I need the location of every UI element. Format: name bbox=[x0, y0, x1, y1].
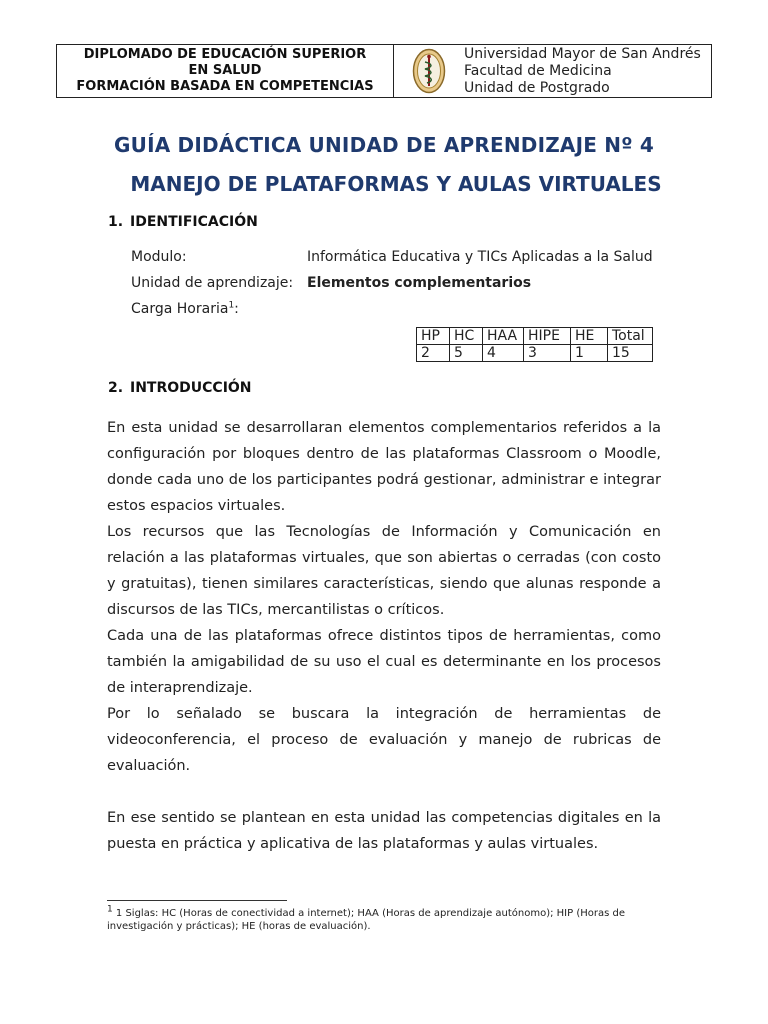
diploma-line-1: DIPLOMADO DE EDUCACIÓN SUPERIOR bbox=[83, 47, 367, 62]
hours-value-row bbox=[417, 345, 653, 362]
hours-header-cell: HC bbox=[450, 328, 483, 345]
university-seal-icon bbox=[412, 48, 446, 94]
section-number: 1. bbox=[108, 214, 124, 230]
guide-subtitle: MANEJO DE PLATAFORMAS Y AULAS VIRTUALES bbox=[130, 172, 662, 196]
hours-table bbox=[416, 327, 653, 362]
carga-horaria-text: Carga Horaria bbox=[131, 301, 229, 317]
institution-block bbox=[394, 45, 711, 97]
diploma-line-2: EN SALUD bbox=[188, 63, 262, 78]
modulo-label: Modulo: bbox=[131, 249, 187, 265]
unidad-value: Elementos complementarios bbox=[307, 275, 532, 291]
section-identificacion-heading bbox=[108, 214, 258, 230]
hours-header-cell: HP bbox=[417, 328, 450, 345]
paragraph: En ese sentido se plantean en esta unidad las competencias digitales en la puesta en práctica y aplicativa de las plataformas y aulas virtuales. bbox=[107, 810, 661, 852]
document-header bbox=[56, 44, 712, 98]
guide-title: GUÍA DIDÁCTICA UNIDAD DE APRENDIZAJE Nº 4 bbox=[114, 133, 654, 157]
section-number: 2. bbox=[108, 380, 124, 396]
hours-value-cell: 5 bbox=[450, 345, 483, 362]
footnote-marker: 1 bbox=[107, 904, 113, 915]
university-name: Universidad Mayor de San Andrés bbox=[464, 45, 701, 62]
logo-cell bbox=[394, 45, 464, 97]
hours-value-cell: 4 bbox=[483, 345, 524, 362]
hours-header-cell: HE bbox=[571, 328, 608, 345]
section-introduccion-heading bbox=[108, 380, 252, 396]
hours-header-cell: HAA bbox=[483, 328, 524, 345]
hours-header-cell: HIPE bbox=[524, 328, 571, 345]
hours-value-cell: 2 bbox=[417, 345, 450, 362]
hours-value-cell: 3 bbox=[524, 345, 571, 362]
hours-value-cell: 15 bbox=[608, 345, 653, 362]
section-title: IDENTIFICACIÓN bbox=[130, 214, 258, 230]
unit-name: Unidad de Postgrado bbox=[464, 79, 610, 96]
footnote-divider bbox=[107, 900, 287, 901]
section-title: INTRODUCCIÓN bbox=[130, 380, 252, 396]
faculty-name: Facultad de Medicina bbox=[464, 62, 612, 79]
paragraph: Los recursos que las Tecnologías de Información y Comunicación en relación a las plataformas virtuales, que son abiertas o cerradas (con costo y gratuitas), tienen similares características, siendo que alunas responde a discursos de las TICs, mercantilistas o críticos. bbox=[107, 524, 661, 618]
footnote bbox=[107, 904, 667, 933]
paragraph: Cada una de las plataformas ofrece distintos tipos de herramientas, como también la amigabilidad de su uso el cual es determinante en los procesos de interaprendizaje. bbox=[107, 628, 661, 696]
paragraph: En esta unidad se desarrollaran elementos complementarios referidos a la configuración por bloques dentro de las plataformas Classroom o Moodle, donde cada uno de los participantes podrá gestionar, administrar e integrar estos espacios virtuales. bbox=[107, 420, 661, 514]
carga-horaria-colon: : bbox=[234, 301, 239, 317]
hours-value-cell: 1 bbox=[571, 345, 608, 362]
footnote-text: 1 Siglas: HC (Horas de conectividad a internet); HAA (Horas de aprendizaje autónomo); HIP (Horas de investigación y prácticas); HE (horas de evaluación). bbox=[107, 908, 626, 932]
hours-header-cell: Total bbox=[608, 328, 653, 345]
footnote-ref: 1 bbox=[228, 300, 235, 311]
hours-header-row bbox=[417, 328, 653, 345]
introduction-body bbox=[107, 415, 661, 857]
institution-lines bbox=[464, 46, 701, 97]
diploma-title-block bbox=[57, 45, 394, 97]
carga-horaria-label bbox=[131, 301, 239, 317]
paragraph: Por lo señalado se buscara la integración de herramientas de videoconferencia, el proceso de evaluación y manejo de rubricas de evaluación. bbox=[107, 706, 661, 774]
diploma-line-3: FORMACIÓN BASADA EN COMPETENCIAS bbox=[76, 79, 374, 94]
modulo-value: Informática Educativa y TICs Aplicadas a la Salud bbox=[307, 249, 653, 265]
unidad-label: Unidad de aprendizaje: bbox=[131, 275, 294, 291]
